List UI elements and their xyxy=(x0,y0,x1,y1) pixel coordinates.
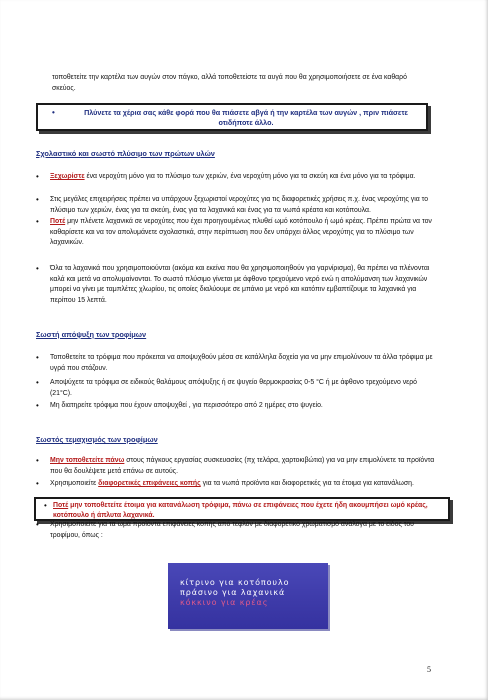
bullet-icon: • xyxy=(36,401,39,410)
bullet-icon: • xyxy=(36,264,39,273)
emphasis-text: Ποτέ xyxy=(50,218,66,225)
item-text: Όλα τα λαχανικά που χρησιμοποιούνται (ακόμα και εκείνα που θα χρησιμοποιηθούν για γαρνίρισμα), θα πρέπει να πλένονται καλά και μετά να απολυμαίνονται. Το σωστό πλύσιμο γίνεται με άφθονο τρεχούμενο νερό ενώ η απολύμανση των λαχανικών μπορεί να γίνει με ταμπλέτες χλωρίου, τις οποίες διαλύουμε σε μπάνιο με νερό και κατόπιν εμβαπτίζουμε τα λαχανικά για περίπου 15 λεπτά. xyxy=(50,265,430,304)
page-number: 5 xyxy=(427,665,431,674)
legend-line-vegetables: πράσινο για λαχανικά xyxy=(180,588,286,597)
handwash-notice-box xyxy=(36,103,428,131)
bullet-icon: • xyxy=(36,520,39,529)
emphasis-text: Ποτέ xyxy=(53,502,69,509)
emphasis-text: Ξεχωρίστε xyxy=(50,173,85,180)
item-text: στους πάγκους εργασίας συσκευασίες (πχ τελάρα, χαρτοκιβώτια) για να μην επιμολύνετε τα προϊόντα που θα δουλέψετε μετά επάνω σε αυτούς. xyxy=(50,457,435,475)
intro-paragraph: τοποθετείτε την καρτέλα των αυγών στον πάγκο, αλλά τοποθετείστε τα αυγά που θα χρησιμοποιήσετε σε ένα καθαρό σκεύος. xyxy=(52,74,407,92)
cutting-board-color-legend xyxy=(168,563,328,629)
item-text: Χρησιμοποιείτε xyxy=(50,480,99,487)
item-text: Χρησιμοποιείτε για τα ωμά προϊόντα επιφάνειες κοπής από τεφλόν με διαφορετικό χρωματισμό ανάλογα με το είδος του τροφίμου, όπως : xyxy=(50,521,414,539)
bullet-icon: • xyxy=(36,217,39,226)
item-text: Τοποθετείτε τα τρόφιμα που πρόκειται να αποψυχθούν μέσα σε κατάλληλα δοχεία για να μην επιμολύνουν τα άλλα τρόφιμα με υγρά που στάζουν. xyxy=(50,354,433,372)
bullet-icon: • xyxy=(36,479,39,488)
item-text: ένα νεροχύτη μόνο για το πλύσιμο των χεριών, ένα νεροχύτη μόνο για τα σκεύη και ένα μόνο για τα τρόφιμα. xyxy=(84,173,416,180)
section-heading-washing: Σχολαστικό και σωστό πλύσιμο των πρώτων υλών xyxy=(36,149,215,158)
handwash-notice-text: Πλύνετε τα χέρια σας κάθε φορά που θα πιάσετε αβγά ή την καρτέλα των αυγών , πριν πιάσετε οτιδήποτε άλλο. xyxy=(84,108,408,127)
bullet-icon: • xyxy=(36,456,39,465)
legend-line-chicken: κίτρινο για κοτόπουλο xyxy=(180,578,290,587)
legend-line-meat: κόκκινο για κρέας xyxy=(180,598,269,607)
item-text: Μη διατηρείτε τρόφιμα που έχουν αποψυχθεί , για περισσότερο από 2 ημέρες στο ψυγείο. xyxy=(50,402,323,409)
warning-text: μην τοποθετείτε έτοιμα για κατανάλωση τρόφιμα, πάνω σε επιφάνειες που έχετε ήδη ακουμπήσει ωμό κρέας, κοτόπουλο ή άπλυτα λαχανικά. xyxy=(53,502,428,519)
section-heading-cutting: Σωστός τεμαχισμός των τροφίμων xyxy=(36,435,158,444)
bullet-icon: • xyxy=(36,172,39,181)
cross-contamination-warning-box xyxy=(34,497,450,521)
emphasis-text: Μην τοποθετείτε πάνω xyxy=(50,457,125,464)
bullet-icon: • xyxy=(36,353,39,362)
item-text: για τα νωπά προϊόντα και διαφορετικές για τα έτοιμα για κατανάλωση. xyxy=(200,480,414,487)
bullet-icon: • xyxy=(36,195,39,204)
bullet-icon: • xyxy=(44,501,47,510)
emphasis-text: διαφορετικές επιφάνειες κοπής xyxy=(98,480,201,487)
bullet-icon: • xyxy=(36,378,39,387)
item-text: μην πλένετε λαχανικά σε νεροχύτες που έχει προηγουμένως πλυθεί ωμό κοτόπουλο ή ωμό κρέας. Πρέπει πρώτα να τον καθαρίσετε και να τον απολυμάνετε σχολαστικά, στην περίπτωση που δεν υπάρχει άλλος νεροχύτης για το πλύσιμο των λαχανικών. xyxy=(50,218,432,246)
bullet-icon: • xyxy=(52,108,55,117)
item-text: Αποψύχετε τα τρόφιμα σε ειδικούς θαλάμους απόψυξης ή σε ψυγείο θερμοκρασίας 0-5 °C ή με άφθονο τρεχούμενο νερό (21°C). xyxy=(50,379,417,397)
item-text: Στις μεγάλες επιχειρήσεις πρέπει να υπάρχουν ξεχωριστοί νεροχύτες για τις διαφορετικές χρήσεις π.χ. ένας νεροχύτης για το πλύσιμο των χεριών, ένας για τα σκεύη, ένας για τα λαχανικά και ένας για τα νωπά κρέατα και κοτόπουλα. xyxy=(50,196,429,214)
section-heading-thawing: Σωστή απόψυξη των τροφίμων xyxy=(36,330,147,339)
